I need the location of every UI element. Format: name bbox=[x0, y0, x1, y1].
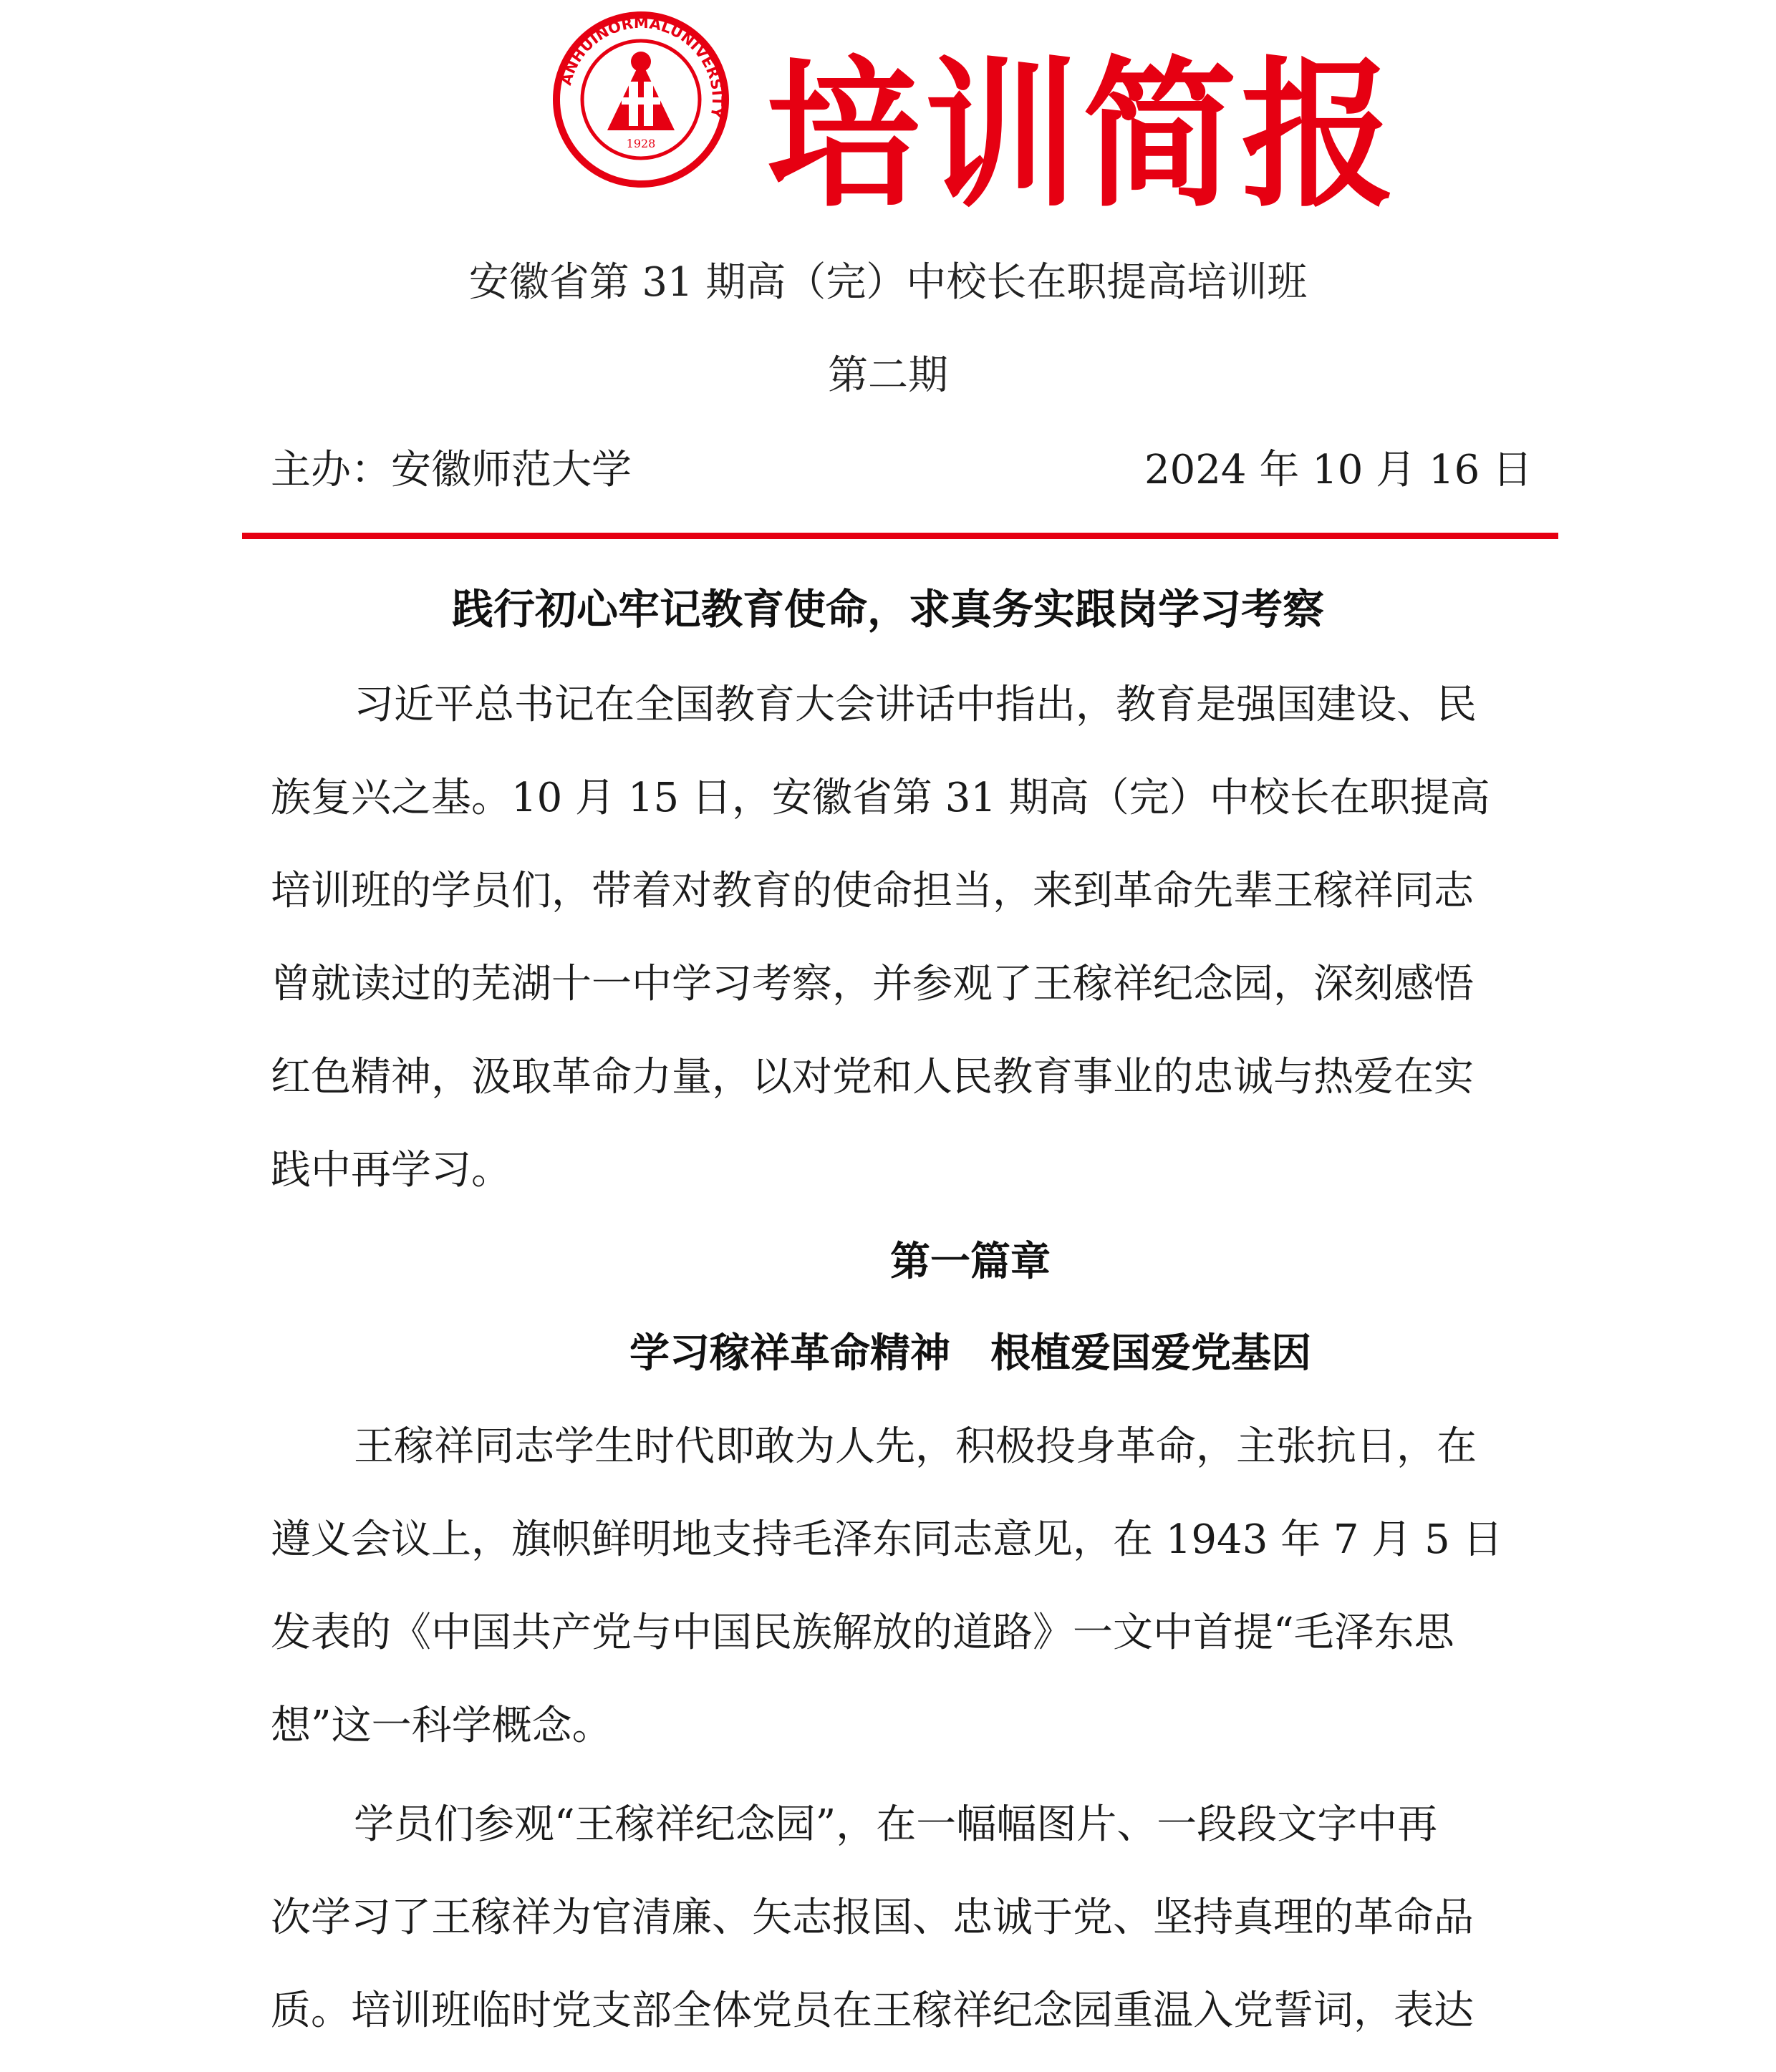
text-line: 王稼祥同志学生时代即敢为人先，积极投身革命，主张抗日，在 bbox=[354, 1423, 1477, 1470]
text-line: 族复兴之基。10 月 15 日，安徽省第 31 期高（完）中校长在职提高 bbox=[271, 775, 1490, 821]
text-line: 践中再学习。 bbox=[271, 1147, 511, 1194]
text-line: 发表的《中国共产党与中国民族解放的道路》一文中首提“毛泽东思 bbox=[271, 1609, 1454, 1656]
text-line: 遵义会议上，旗帜鲜明地支持毛泽东同志意见，在 1943 年 7 月 5 日 bbox=[271, 1516, 1503, 1563]
paragraph-wang-jiaxiang bbox=[271, 1415, 1510, 1787]
red-divider bbox=[242, 533, 1558, 539]
chapter-heading: 第一篇章 bbox=[890, 1239, 1051, 1285]
organizer: 主办：安徽师范大学 bbox=[271, 447, 632, 493]
issue-number: 第二期 bbox=[828, 352, 948, 399]
university-seal-logo bbox=[551, 10, 730, 189]
chapter-subheading: 学习稼祥革命精神 根植爱国爱党基因 bbox=[629, 1330, 1311, 1377]
text-line: 质。培训班临时党支部全体党员在王稼祥纪念园重温入党誓词，表达 bbox=[271, 1988, 1474, 2034]
paragraph-memorial-visit bbox=[271, 1793, 1510, 2072]
text-line: 学员们参观“王稼祥纪念园”，在一幅幅图片、一段段文字中再 bbox=[354, 1801, 1438, 1848]
seal-year: 1928 bbox=[626, 137, 656, 150]
text-line: 培训班的学员们，带着对教育的使命担当，来到革命先辈王稼祥同志 bbox=[271, 868, 1474, 914]
seal-ring-text: ANHUINORMALUNIVERSITY bbox=[557, 14, 727, 120]
masthead-title: 培训简报 bbox=[766, 42, 1399, 229]
text-line: 想”这一科学概念。 bbox=[271, 1703, 612, 1749]
article-title: 践行初心牢记教育使命，求真务实跟岗学习考察 bbox=[451, 585, 1324, 634]
text-line: 曾就读过的芜湖十一中学习考察，并参观了王稼祥纪念园，深刻感悟 bbox=[271, 961, 1474, 1007]
paragraph-intro bbox=[271, 673, 1510, 1231]
publish-date: 2024 年 10 月 16 日 bbox=[1144, 447, 1533, 493]
text-line: 红色精神，汲取革命力量，以对党和人民教育事业的忠诚与热爱在实 bbox=[271, 1054, 1474, 1100]
text-line: 次学习了王稼祥为官清廉、矢志报国、忠诚于党、坚持真理的革命品 bbox=[271, 1894, 1474, 1941]
text-line: 习近平总书记在全国教育大会讲话中指出，教育是强国建设、民 bbox=[354, 682, 1477, 728]
training-class-subtitle: 安徽省第 31 期高（完）中校长在职提高培训班 bbox=[468, 259, 1308, 306]
